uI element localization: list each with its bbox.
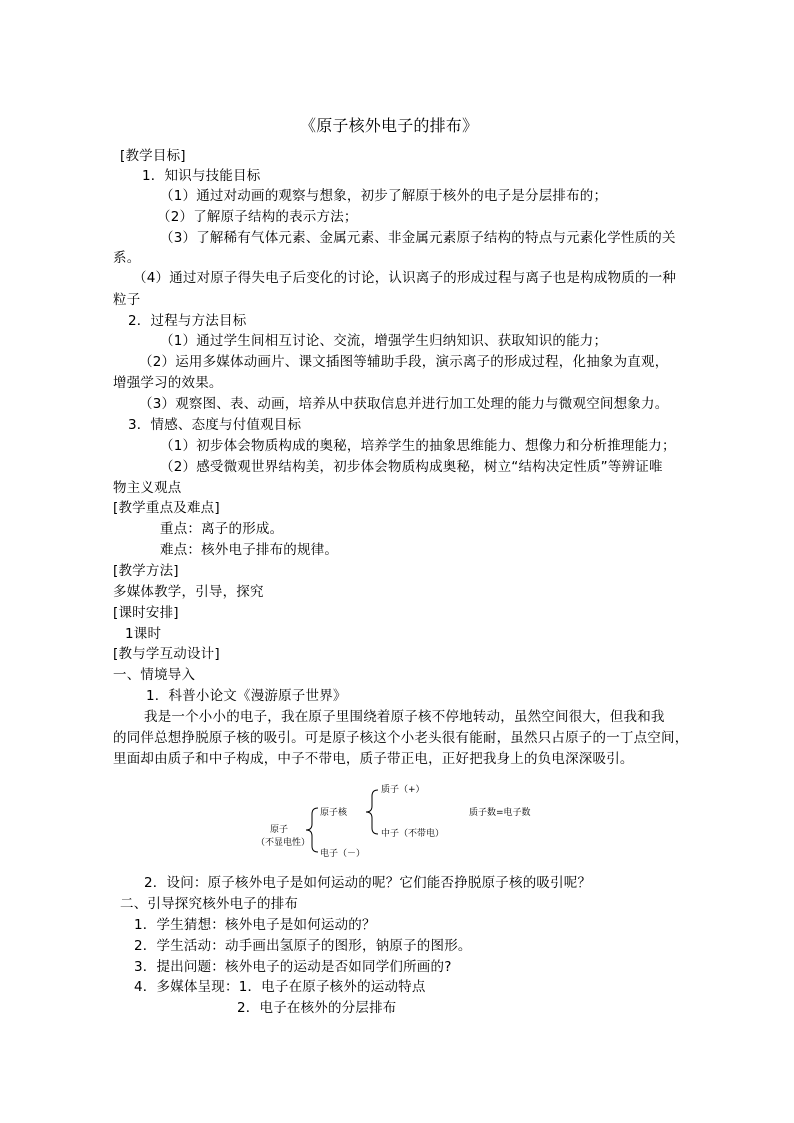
emotion-item-1: （1）初步体会物质构成的奥秘，培养学生的抽象思维能力、想像力和分析推理能力；: [160, 438, 676, 454]
essay-paragraph-line-2: 的同伴总想挣脱原子核的吸引。可是原子核这个小老头很有能耐，虽然只占原子的一丁点空间，: [113, 730, 689, 746]
section-1-item-2: 2．设问：原子核外电子是如何运动的呢？它们能否挣脱原子核的吸引呢？: [144, 875, 592, 891]
neutron-label: 中子（不带电）: [381, 829, 445, 839]
keypoints-heading: [教学重点及难点]: [113, 500, 220, 516]
section-2-heading: 二、引导探究核外电子的排布: [120, 896, 299, 912]
section-2-item-1: 1．学生猜想：核外电子是如何运动的？: [134, 917, 376, 933]
schedule-heading: [课时安排]: [113, 605, 179, 621]
essay-paragraph-line-3: 里面却由质子和中子构成，中子不带电，质子带正电，正好把我身上的负电深深吸引。: [113, 751, 634, 767]
nucleus-brace: [366, 790, 378, 834]
atom-label: 原子: [270, 825, 289, 835]
section-2-item-4-sub: 2．电子在核外的分层排布: [237, 1000, 397, 1016]
objectives-heading: [教学目标]: [120, 148, 186, 164]
section-2-item-2: 2．学生活动：动手画出氢原子的图形，钠原子的图形。: [134, 938, 472, 954]
proton-label: 质子（+）: [381, 785, 425, 795]
difficult-point: 难点：核外电子排布的规律。: [160, 542, 339, 558]
process-item-1: （1）通过学生间相互讨论、交流，增强学生归纳知识、获取知识的能力；: [160, 333, 608, 349]
knowledge-item-3-cont: 系。: [113, 250, 141, 266]
key-point: 重点：离子的形成。: [160, 521, 284, 537]
emotion-item-2-cont: 物主义观点: [113, 480, 182, 496]
process-item-2: （2）运用多媒体动画片、课文插图等辅助手段，演示离子的形成过程，化抽象为直观，: [139, 354, 669, 370]
document-title: 《原子核外电子的排布》: [300, 116, 479, 135]
process-heading: 2．过程与方法目标: [128, 313, 247, 329]
process-item-3: （3）观察图、表、动画，培养从中获取信息并进行加工处理的能力与微观空间想象力。: [139, 396, 669, 412]
nucleus-label: 原子核: [320, 808, 348, 818]
knowledge-heading: 1．知识与技能目标: [142, 168, 261, 184]
knowledge-item-2: （2）了解原子结构的表示方法；: [157, 209, 358, 225]
emotion-heading: 3．情感、态度与付值观目标: [128, 417, 302, 433]
schedule-text: 1课时: [125, 626, 162, 642]
design-heading: [教与学互动设计]: [113, 646, 220, 662]
knowledge-item-4: （4）通过对原子得失电子后变化的讨论，认识离子的形成过程与离子也是构成物质的一种: [133, 270, 677, 286]
methods-text: 多媒体教学，引导，探究: [113, 584, 264, 600]
electron-label: 电子（－）: [320, 849, 366, 859]
essay-paragraph-line-1: 我是一个小小的电子，我在原子里围绕着原子核不停地转动，虽然空间很大，但我和我: [144, 709, 665, 725]
equation-label: 质子数=电子数: [469, 808, 531, 818]
knowledge-item-1: （1）通过对动画的观察与想象，初步了解原于核外的电子是分层排布的；: [160, 188, 608, 204]
section-1-item-1: 1．科普小论文《漫游原子世界》: [146, 688, 347, 704]
knowledge-item-4-cont: 粒子: [113, 292, 141, 308]
emotion-item-2: （2）感受微观世界结构美，初步体会物质构成奥秘，树立“结构决定性质”等辨证唯: [160, 459, 663, 475]
process-item-2-cont: 增强学习的效果。: [113, 375, 223, 391]
section-2-item-4: 4．多媒体呈现：1．电子在原子核外的运动特点: [134, 979, 426, 995]
atom-note-label: （不显电性）: [256, 838, 311, 848]
methods-heading: [教学方法]: [113, 563, 179, 579]
knowledge-item-3: （3）了解稀有气体元素、金属元素、非金属元素原子结构的特点与元素化学性质的关: [160, 230, 676, 246]
section-2-item-3: 3．提出问题：核外电子的运动是否如同学们所画的?: [134, 959, 452, 975]
section-1-heading: 一、情境导入: [113, 667, 196, 683]
